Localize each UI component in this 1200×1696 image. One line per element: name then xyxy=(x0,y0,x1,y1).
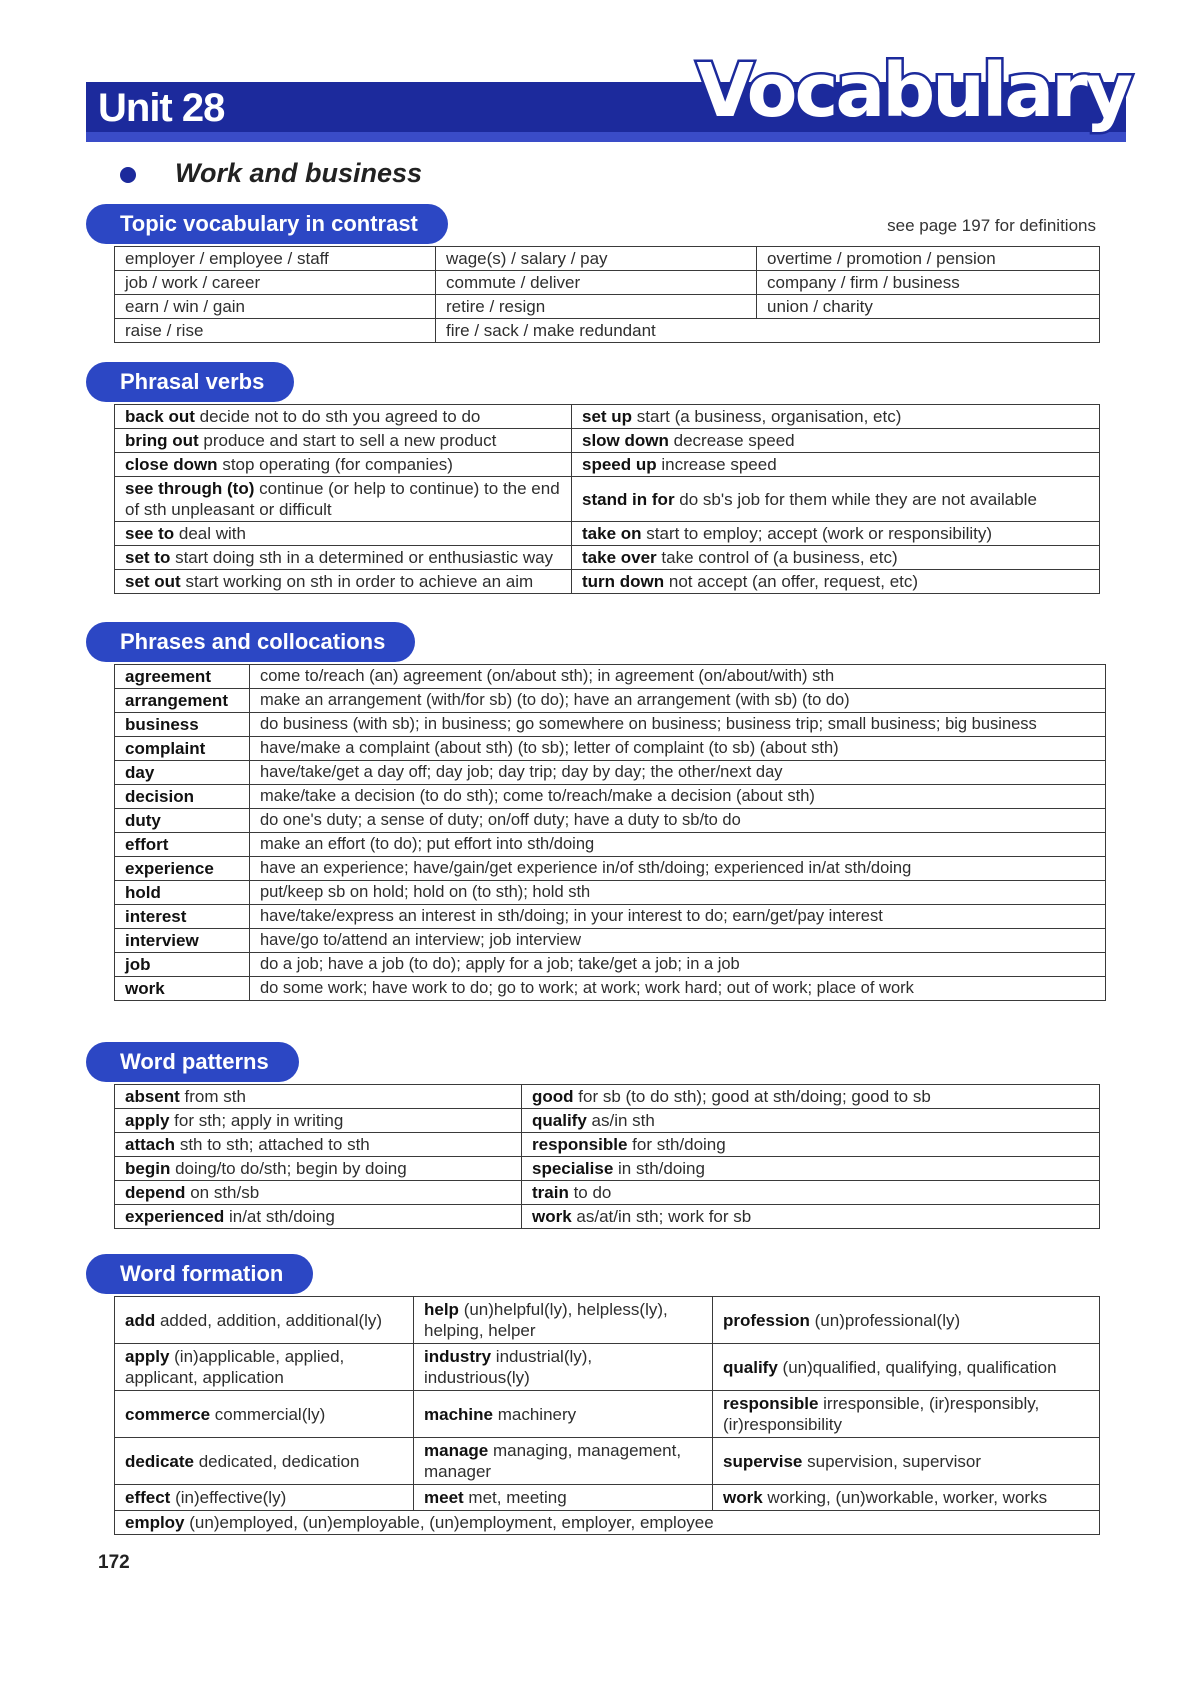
topic-cell: employer / employee / staff xyxy=(115,247,436,271)
topic-cell: union / charity xyxy=(757,295,1100,319)
definition: (un)employed, (un)employable, (un)employment, employer, employee xyxy=(189,1513,714,1532)
table-row xyxy=(115,295,1100,319)
headword: turn down xyxy=(582,572,665,591)
definition: working, (un)workable, worker, works xyxy=(767,1488,1048,1507)
table-row xyxy=(115,833,1106,857)
collocation-word: arrangement xyxy=(115,689,250,713)
pattern-cell xyxy=(115,1133,522,1157)
definition: as/at/in sth; work for sb xyxy=(576,1207,752,1226)
phrasal-cell xyxy=(115,453,572,477)
headword: take over xyxy=(582,548,657,567)
topic-heading: Topic vocabulary in contrast xyxy=(86,204,448,244)
formation-heading: Word formation xyxy=(86,1254,313,1294)
table-row xyxy=(115,1344,1100,1391)
collocation-phrases: make an effort (to do); put effort into sth/doing xyxy=(250,833,1106,857)
section-subheading: Work and business xyxy=(175,158,423,188)
table-row xyxy=(115,785,1106,809)
collocation-phrases: have/make a complaint (about sth) (to sb); letter of complaint (to sb) (about sth) xyxy=(250,737,1106,761)
headword: industry xyxy=(424,1347,492,1366)
topic-cell: raise / rise xyxy=(115,319,436,343)
topic-cell: retire / resign xyxy=(436,295,757,319)
table-row xyxy=(115,1109,1100,1133)
formation-cell xyxy=(414,1485,713,1511)
formation-cell xyxy=(414,1438,713,1485)
definition: for sth; apply in writing xyxy=(174,1111,344,1130)
topic-table xyxy=(114,246,1100,343)
headword: stand in for xyxy=(582,489,675,509)
pattern-cell xyxy=(115,1205,522,1229)
definition: produce and start to sell a new product xyxy=(203,431,497,450)
definition: (in)applicable, applied, applicant, application xyxy=(125,1347,345,1387)
pattern-cell xyxy=(522,1085,1100,1109)
topic-cell: job / work / career xyxy=(115,271,436,295)
headword: dedicate xyxy=(125,1451,194,1471)
collocation-phrases: have an experience; have/gain/get experience in/of sth/doing; experienced in/at sth/doing xyxy=(250,857,1106,881)
headword: take on xyxy=(582,524,642,543)
definition: met, meeting xyxy=(468,1488,567,1507)
headword: qualify xyxy=(532,1111,587,1130)
headword: meet xyxy=(424,1488,464,1507)
collocation-word: work xyxy=(115,977,250,1001)
formation-cell xyxy=(414,1297,713,1344)
headword: attach xyxy=(125,1135,176,1154)
table-row xyxy=(115,1157,1100,1181)
collocation-word: hold xyxy=(115,881,250,905)
bullet-icon xyxy=(120,167,136,183)
definition: (in)effective(ly) xyxy=(175,1488,287,1507)
collocation-phrases: make/take a decision (to do sth); come to/reach/make a decision (about sth) xyxy=(250,785,1106,809)
collocation-word: interest xyxy=(115,905,250,929)
topic-cell: wage(s) / salary / pay xyxy=(436,247,757,271)
headword: work xyxy=(723,1488,763,1507)
table-row xyxy=(115,453,1100,477)
headword: depend xyxy=(125,1183,186,1202)
definition: as/in sth xyxy=(591,1111,655,1130)
table-row xyxy=(115,1438,1100,1485)
definition: to do xyxy=(573,1183,612,1202)
definition: irresponsible, (ir)responsibly, (ir)responsibility xyxy=(723,1394,1040,1434)
collocation-word: complaint xyxy=(115,737,250,761)
table-row xyxy=(115,405,1100,429)
definition: on sth/sb xyxy=(190,1183,260,1202)
collocations-heading: Phrases and collocations xyxy=(86,622,415,662)
collocation-phrases: do one's duty; a sense of duty; on/off duty; have a duty to sb/to do xyxy=(250,809,1106,833)
definition: (un)qualified, qualifying, qualification xyxy=(782,1357,1057,1377)
collocation-phrases: do some work; have work to do; go to work; at work; work hard; out of work; place of work xyxy=(250,977,1106,1001)
formation-table xyxy=(114,1296,1100,1535)
definition: start working on sth in order to achieve an aim xyxy=(185,572,534,591)
definition: (un)professional(ly) xyxy=(814,1310,961,1330)
phrasal-heading: Phrasal verbs xyxy=(86,362,294,402)
definition: commercial(ly) xyxy=(214,1404,326,1424)
table-row xyxy=(115,905,1106,929)
topic-cell: commute / deliver xyxy=(436,271,757,295)
topic-cell: fire / sack / make redundant xyxy=(436,319,1100,343)
table-row xyxy=(115,319,1100,343)
definition: for sth/doing xyxy=(632,1135,726,1154)
formation-cell xyxy=(713,1391,1100,1438)
table-row xyxy=(115,881,1106,905)
headword: set out xyxy=(125,572,181,591)
headword: profession xyxy=(723,1310,810,1330)
collocation-phrases: come to/reach (an) agreement (on/about sth); in agreement (on/about/with) sth xyxy=(250,665,1106,689)
definition: dedicated, dedication xyxy=(198,1451,360,1471)
table-row xyxy=(115,737,1106,761)
headword: help xyxy=(424,1300,459,1319)
table-row xyxy=(115,977,1106,1001)
table-row xyxy=(115,761,1106,785)
table-row xyxy=(115,477,1100,522)
pattern-cell xyxy=(522,1205,1100,1229)
collocation-phrases: do business (with sb); in business; go somewhere on business; business trip; small business; big business xyxy=(250,713,1106,737)
definition: continue (or help to continue) to the end of sth unpleasant or difficult xyxy=(125,479,560,519)
topic-cell: company / firm / business xyxy=(757,271,1100,295)
table-row xyxy=(115,713,1106,737)
phrasal-cell xyxy=(572,405,1100,429)
headword: commerce xyxy=(125,1404,211,1424)
headword: add xyxy=(125,1310,156,1330)
headword: speed up xyxy=(582,455,657,474)
headword: see through (to) xyxy=(125,479,255,498)
formation-cell xyxy=(115,1485,414,1511)
pattern-cell xyxy=(522,1109,1100,1133)
definition: from sth xyxy=(184,1087,246,1106)
pattern-cell xyxy=(115,1109,522,1133)
table-row xyxy=(115,1205,1100,1229)
pattern-cell xyxy=(115,1181,522,1205)
phrasal-cell xyxy=(572,570,1100,594)
table-row xyxy=(115,570,1100,594)
pattern-cell xyxy=(115,1157,522,1181)
definition: take control of (a business, etc) xyxy=(661,548,898,567)
formation-cell xyxy=(713,1438,1100,1485)
formation-cell xyxy=(713,1297,1100,1344)
collocation-phrases: do a job; have a job (to do); apply for a job; take/get a job; in a job xyxy=(250,953,1106,977)
definition: do sb's job for them while they are not available xyxy=(679,489,1037,509)
collocations-table xyxy=(114,664,1106,1001)
headword: set to xyxy=(125,548,171,567)
formation-cell xyxy=(713,1344,1100,1391)
pattern-cell xyxy=(522,1181,1100,1205)
definitions-note: see page 197 for definitions xyxy=(887,216,1096,235)
definition: start doing sth in a determined or enthusiastic way xyxy=(175,548,554,567)
formation-cell xyxy=(115,1511,1100,1535)
phrasal-cell xyxy=(572,546,1100,570)
topic-cell: overtime / promotion / pension xyxy=(757,247,1100,271)
collocation-word: decision xyxy=(115,785,250,809)
headword: specialise xyxy=(532,1159,614,1178)
topic-cell: earn / win / gain xyxy=(115,295,436,319)
headword: back out xyxy=(125,407,195,426)
table-row xyxy=(115,1297,1100,1344)
headword: absent xyxy=(125,1087,180,1106)
headword: bring out xyxy=(125,431,199,450)
definition: not accept (an offer, request, etc) xyxy=(668,572,919,591)
collocation-word: agreement xyxy=(115,665,250,689)
phrasal-cell xyxy=(572,429,1100,453)
table-row xyxy=(115,929,1106,953)
headword: see to xyxy=(125,524,175,543)
definition: doing/to do/sth; begin by doing xyxy=(175,1159,407,1178)
definition: stop operating (for companies) xyxy=(222,455,453,474)
headword: responsible xyxy=(723,1394,819,1413)
phrasal-cell xyxy=(115,405,572,429)
table-row xyxy=(115,1085,1100,1109)
pattern-cell xyxy=(522,1157,1100,1181)
table-row xyxy=(115,809,1106,833)
definition: in sth/doing xyxy=(618,1159,705,1178)
unit-label: Unit 28 xyxy=(98,86,225,130)
definition: for sb (to do sth); good at sth/doing; good to sb xyxy=(578,1087,931,1106)
headword: close down xyxy=(125,455,218,474)
patterns-table xyxy=(114,1084,1100,1229)
definition: start (a business, organisation, etc) xyxy=(636,407,902,426)
collocation-phrases: make an arrangement (with/for sb) (to do); have an arrangement (with sb) (to do) xyxy=(250,689,1106,713)
definition: deal with xyxy=(178,524,246,543)
headword: train xyxy=(532,1183,569,1202)
table-row xyxy=(115,1485,1100,1511)
table-row xyxy=(115,1133,1100,1157)
formation-cell xyxy=(115,1297,414,1344)
headword: manage xyxy=(424,1441,489,1460)
headword: supervise xyxy=(723,1451,803,1471)
headword: machine xyxy=(424,1404,493,1424)
table-row xyxy=(115,522,1100,546)
phrasal-cell xyxy=(115,522,572,546)
headword: employ xyxy=(125,1513,185,1532)
phrasal-table xyxy=(114,404,1100,594)
headword: slow down xyxy=(582,431,669,450)
phrasal-cell xyxy=(572,522,1100,546)
table-row xyxy=(115,546,1100,570)
definition: (un)helpful(ly), helpless(ly), helping, helper xyxy=(424,1300,668,1340)
collocation-phrases: have/go to/attend an interview; job interview xyxy=(250,929,1106,953)
formation-cell xyxy=(713,1485,1100,1511)
formation-cell xyxy=(115,1438,414,1485)
phrasal-cell xyxy=(115,429,572,453)
headword: effect xyxy=(125,1488,171,1507)
pattern-cell xyxy=(115,1085,522,1109)
phrasal-cell xyxy=(572,453,1100,477)
table-row xyxy=(115,689,1106,713)
headword: experienced xyxy=(125,1207,225,1226)
collocation-phrases: have/take/get a day off; day job; day trip; day by day; the other/next day xyxy=(250,761,1106,785)
definition: start to employ; accept (work or responsibility) xyxy=(646,524,993,543)
definition: decide not to do sth you agreed to do xyxy=(199,407,481,426)
table-row xyxy=(115,857,1106,881)
headword: begin xyxy=(125,1159,171,1178)
formation-cell xyxy=(115,1344,414,1391)
formation-cell xyxy=(414,1391,713,1438)
headword: work xyxy=(532,1207,572,1226)
collocation-word: duty xyxy=(115,809,250,833)
collocation-word: job xyxy=(115,953,250,977)
collocation-word: effort xyxy=(115,833,250,857)
pattern-cell xyxy=(522,1133,1100,1157)
headword: responsible xyxy=(532,1135,628,1154)
definition: in/at sth/doing xyxy=(228,1207,335,1226)
definition: sth to sth; attached to sth xyxy=(179,1135,370,1154)
headword: good xyxy=(532,1087,574,1106)
headword: apply xyxy=(125,1111,170,1130)
collocation-word: day xyxy=(115,761,250,785)
collocation-word: interview xyxy=(115,929,250,953)
formation-cell xyxy=(115,1391,414,1438)
page-number: 172 xyxy=(98,1552,130,1573)
collocation-word: experience xyxy=(115,857,250,881)
table-row xyxy=(115,429,1100,453)
headword: set up xyxy=(582,407,633,426)
definition: increase speed xyxy=(661,455,777,474)
definition: decrease speed xyxy=(673,431,795,450)
patterns-heading: Word patterns xyxy=(86,1042,299,1082)
definition: managing, management, manager xyxy=(424,1441,682,1481)
phrasal-cell xyxy=(115,570,572,594)
table-row xyxy=(115,665,1106,689)
definition: machinery xyxy=(497,1404,577,1424)
definition: supervision, supervisor xyxy=(807,1451,981,1471)
collocation-word: business xyxy=(115,713,250,737)
table-row xyxy=(115,1511,1100,1535)
table-row xyxy=(115,1181,1100,1205)
phrasal-cell xyxy=(572,477,1100,522)
headword: apply xyxy=(125,1347,170,1366)
collocation-phrases: have/take/express an interest in sth/doing; in your interest to do; earn/get/pay interest xyxy=(250,905,1106,929)
table-row xyxy=(115,271,1100,295)
table-row xyxy=(115,1391,1100,1438)
phrasal-cell xyxy=(115,546,572,570)
table-row xyxy=(115,953,1106,977)
formation-cell xyxy=(414,1344,713,1391)
definition: industrial(ly), industrious(ly) xyxy=(424,1347,593,1387)
collocation-phrases: put/keep sb on hold; hold on (to sth); hold sth xyxy=(250,881,1106,905)
page-title: Vocabulary xyxy=(696,48,1130,134)
table-row xyxy=(115,247,1100,271)
phrasal-cell xyxy=(115,477,572,522)
headword: qualify xyxy=(723,1357,778,1377)
definition: added, addition, additional(ly) xyxy=(159,1310,383,1330)
